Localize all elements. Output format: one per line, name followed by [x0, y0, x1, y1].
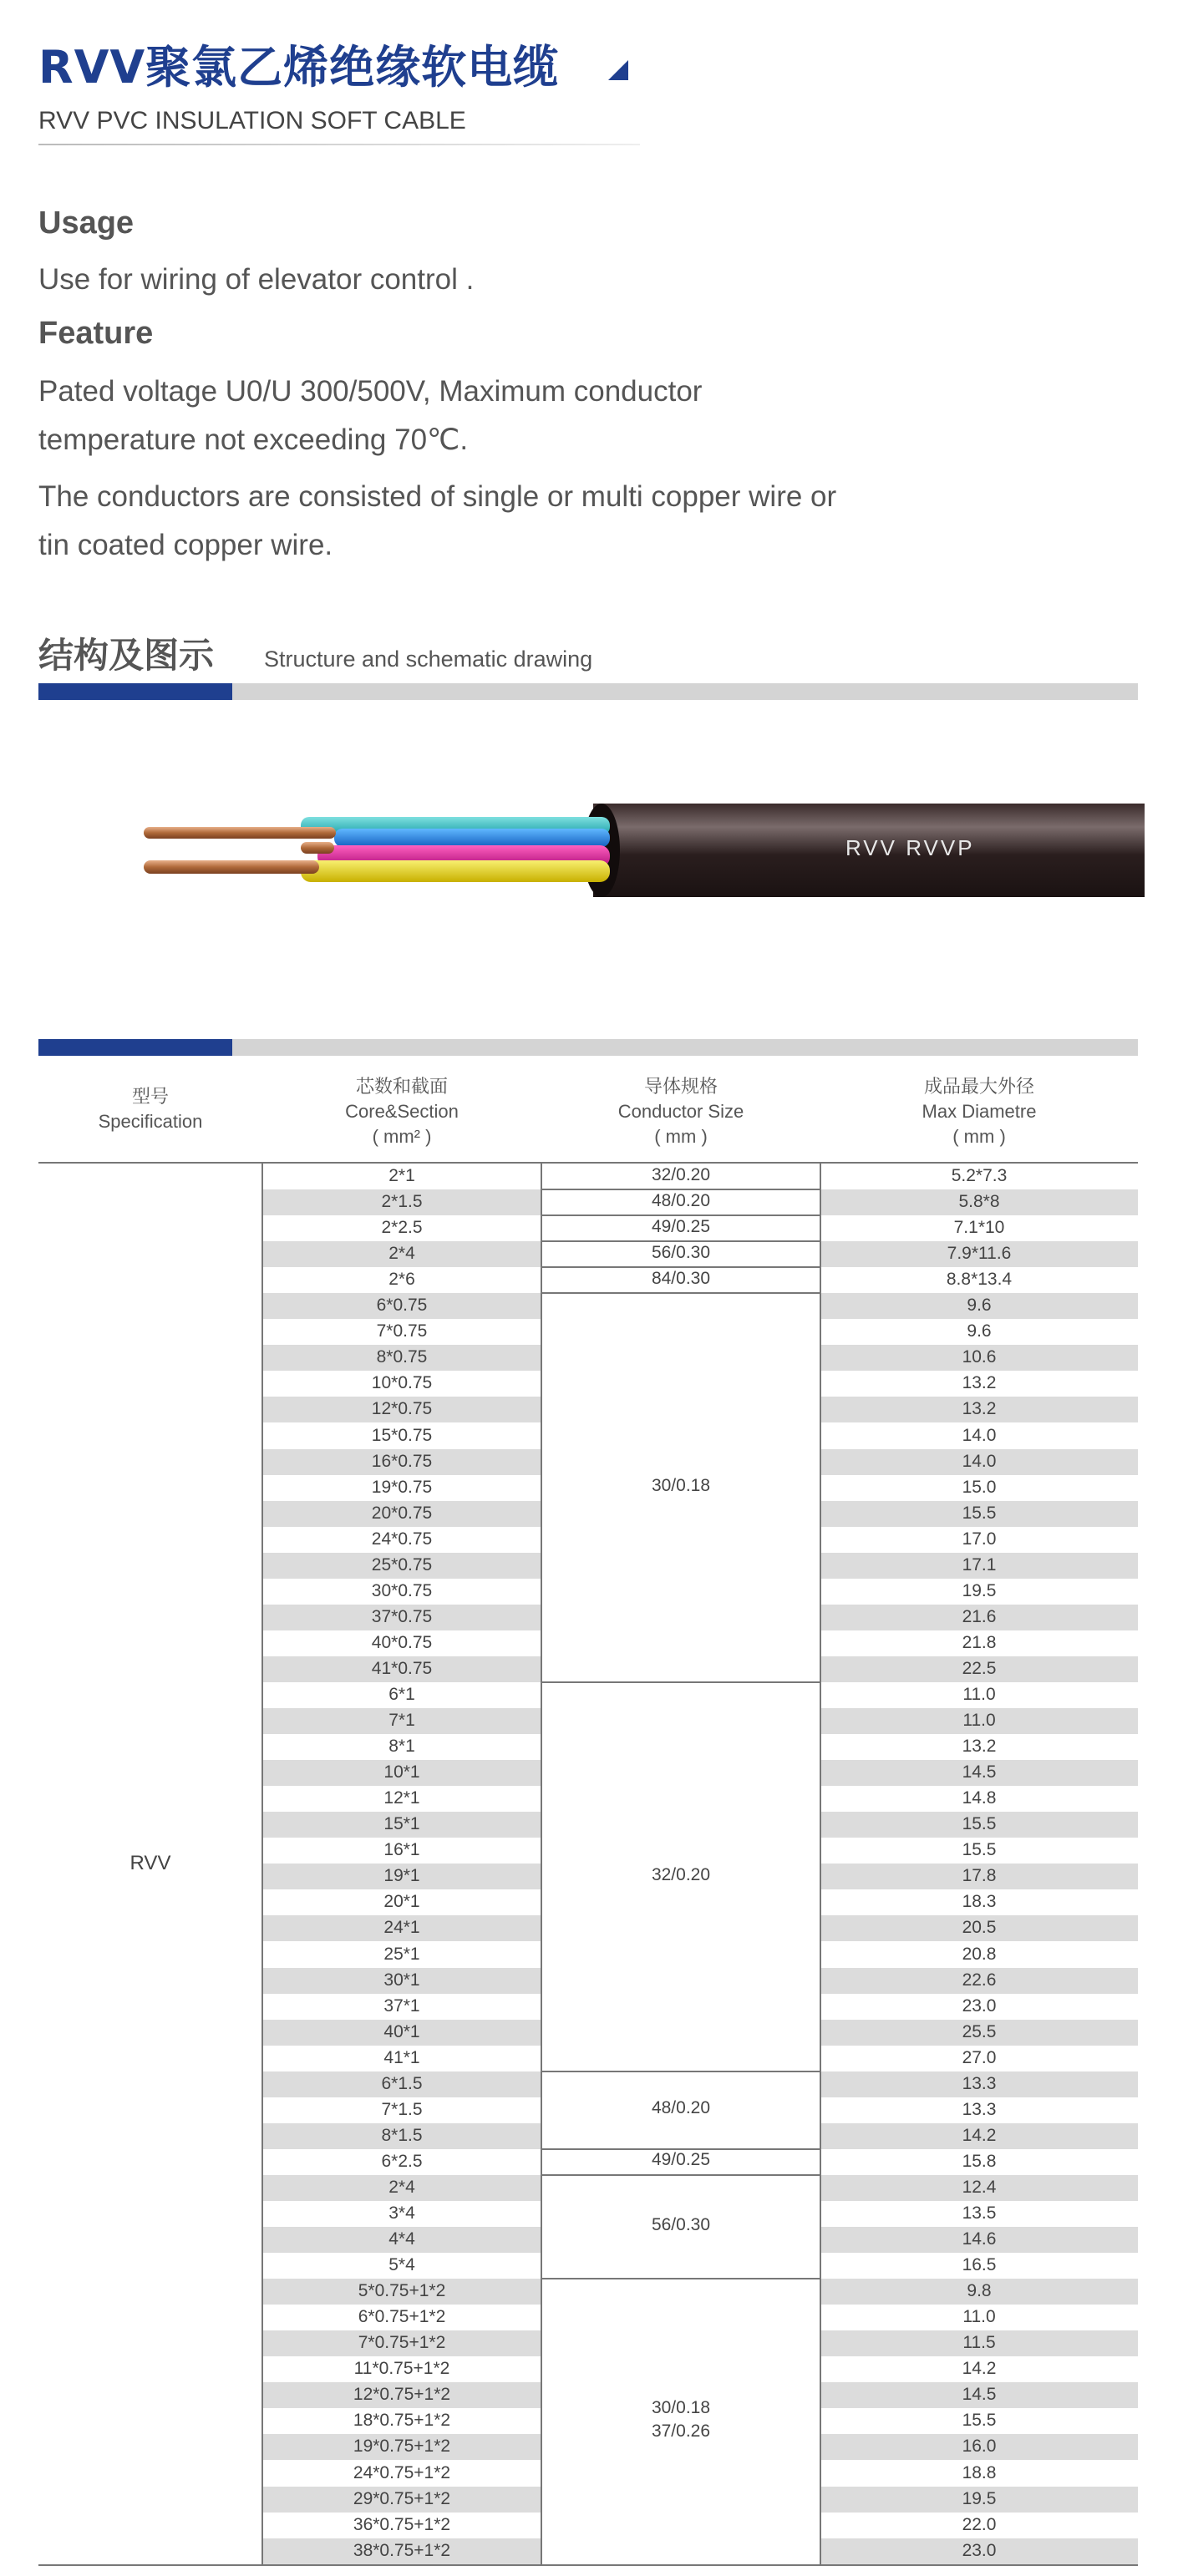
col-divider [541, 1164, 542, 2564]
header-cond-en: Conductor Size [617, 1101, 744, 1122]
core-section-cell: 24*0.75 [371, 1529, 433, 1549]
conductor-size-cell: 48/0.20 [651, 2098, 711, 2118]
max-diameter-cell: 5.2*7.3 [951, 1166, 1008, 1185]
core-section-cell: 6*0.75+1*2 [358, 2307, 446, 2327]
core-section-cell: 20*0.75 [371, 1503, 433, 1523]
group-divider [541, 1189, 820, 1190]
max-diameter-cell: 11.0 [962, 1711, 996, 1731]
core-section-cell: 8*1.5 [381, 2125, 423, 2145]
core-section-cell: 12*0.75+1*2 [353, 2385, 451, 2405]
core-section-cell: 40*0.75 [371, 1632, 433, 1652]
core-section-cell: 10*0.75 [371, 1373, 433, 1393]
max-diameter-cell: 17.0 [962, 1529, 997, 1549]
core-section-cell: 18*0.75+1*2 [353, 2411, 451, 2431]
conductor-size-cell: 32/0.20 [651, 1164, 711, 1184]
max-diameter-cell: 23.0 [962, 1995, 997, 2016]
max-diameter-cell: 21.8 [962, 1632, 997, 1652]
feature-line-3: The conductors are consisted of single or multi copper wire or [38, 480, 837, 513]
max-diameter-cell: 12.4 [962, 2177, 997, 2197]
usage-heading: Usage [38, 205, 135, 241]
core-section-cell: 19*0.75+1*2 [353, 2437, 451, 2457]
core-section-cell: 40*1 [383, 2021, 420, 2041]
max-diameter-cell: 13.3 [962, 2073, 997, 2093]
max-diameter-cell: 18.8 [962, 2462, 997, 2482]
conductor-size-cell: 56/0.30 [651, 2215, 711, 2235]
core-section-cell: 41*0.75 [371, 1658, 433, 1678]
conductor-size-cell: 49/0.25 [651, 2150, 711, 2170]
max-diameter-cell: 9.6 [967, 1296, 992, 1316]
max-diameter-cell: 22.6 [962, 1970, 997, 1990]
group-divider [541, 2071, 820, 2072]
group-divider [541, 2148, 820, 2150]
max-diameter-cell: 16.0 [962, 2437, 997, 2457]
max-diameter-cell: 14.0 [962, 1451, 997, 1471]
max-diameter-cell: 9.6 [967, 1321, 992, 1341]
max-diameter-cell: 14.8 [962, 1788, 997, 1808]
header-cond-unit: ( mm ) [654, 1126, 708, 1147]
max-diameter-cell: 14.2 [962, 2359, 997, 2379]
max-diameter-cell: 15.5 [962, 1840, 997, 1860]
max-diameter-cell: 10.6 [962, 1347, 997, 1367]
max-diameter-cell: 13.2 [962, 1737, 997, 1757]
max-diameter-cell: 19.5 [962, 1580, 997, 1600]
core-section-cell: 8*1 [388, 1737, 415, 1757]
header-cond-cn: 导体规格 [643, 1076, 718, 1097]
cable-label: RVV RVVP [845, 835, 975, 860]
group-divider [541, 2278, 820, 2279]
col-divider [261, 1164, 263, 2564]
max-diameter-cell: 14.5 [962, 1762, 997, 1782]
copper-strand-bottom [144, 860, 319, 874]
max-diameter-cell: 18.3 [962, 1892, 997, 1912]
conductor-size-cell: 56/0.30 [651, 1242, 711, 1262]
max-diameter-cell: 22.0 [962, 2514, 997, 2534]
max-diameter-cell: 15.5 [962, 2411, 997, 2431]
table-bar-accent [38, 1039, 232, 1056]
table-bar [232, 1039, 1138, 1056]
core-section-cell: 19*0.75 [371, 1477, 433, 1497]
core-section-cell: 8*0.75 [376, 1347, 428, 1367]
title-divider [38, 144, 640, 145]
cable-illustration [134, 785, 1145, 919]
core-section-cell: 6*2.5 [381, 2151, 423, 2171]
group-divider [541, 1240, 820, 1242]
max-diameter-cell: 9.8 [967, 2281, 992, 2301]
max-diameter-cell: 11.5 [962, 2333, 996, 2353]
feature-heading: Feature [38, 316, 154, 351]
conductor-size-cell: 37/0.26 [651, 2421, 711, 2441]
core-section-cell: 2*1.5 [381, 1192, 423, 1212]
max-diameter-cell: 8.8*13.4 [946, 1270, 1013, 1290]
max-diameter-cell: 20.8 [962, 1944, 997, 1964]
core-section-cell: 15*0.75 [371, 1425, 433, 1445]
page-subtitle: RVV PVC INSULATION SOFT CABLE [38, 107, 466, 134]
core-section-cell: 16*0.75 [371, 1451, 433, 1471]
core-section-cell: 5*4 [388, 2255, 415, 2275]
core-section-cell: 37*1 [383, 1995, 420, 2016]
conductor-size-cell: 48/0.20 [651, 1190, 711, 1210]
usage-text: Use for wiring of elevator control . [38, 263, 475, 296]
core-section-cell: 2*2.5 [381, 1218, 423, 1238]
header-specification [38, 1084, 262, 1134]
core-section-cell: 30*0.75 [371, 1580, 433, 1600]
group-divider [541, 1214, 820, 1216]
max-diameter-cell: 5.8*8 [958, 1192, 1000, 1212]
conductor-size-cell: 84/0.30 [651, 1268, 711, 1288]
header-diam-cn: 成品最大外径 [923, 1076, 1034, 1097]
core-section-cell: 24*1 [383, 1918, 420, 1938]
core-section-cell: 37*0.75 [371, 1606, 433, 1626]
conductor-size-cell: 32/0.20 [651, 1864, 711, 1884]
group-divider [541, 1681, 820, 1683]
core-section-cell: 2*4 [388, 2177, 415, 2197]
header-bottom-line [38, 1162, 1138, 1164]
core-section-cell: 7*0.75 [376, 1321, 428, 1341]
core-section-cell: 4*4 [388, 2229, 415, 2249]
core-section-cell: 38*0.75+1*2 [353, 2540, 451, 2560]
max-diameter-cell: 21.6 [962, 1606, 997, 1626]
max-diameter-cell: 27.0 [962, 2047, 997, 2067]
section-bar [232, 683, 1138, 700]
max-diameter-cell: 14.5 [962, 2385, 997, 2405]
core-section-cell: 6*1 [388, 1685, 415, 1704]
header-core-en: Core&Section [345, 1101, 459, 1122]
max-diameter-cell: 13.2 [962, 1373, 997, 1393]
max-diameter-cell: 14.6 [962, 2229, 997, 2249]
wire-yellow [301, 860, 610, 882]
core-section-cell: 41*1 [383, 2047, 420, 2067]
max-diameter-cell: 16.5 [962, 2255, 997, 2275]
max-diameter-cell: 15.8 [962, 2151, 997, 2171]
max-diameter-cell: 11.0 [962, 2307, 996, 2327]
conductor-size-cell: 30/0.18 [651, 1476, 711, 1496]
max-diameter-cell: 25.5 [962, 2021, 997, 2041]
core-section-cell: 19*1 [383, 1866, 420, 1886]
header-max-diameter [820, 1074, 1138, 1149]
core-section-cell: 2*4 [388, 1244, 415, 1264]
core-section-cell: 7*1 [388, 1711, 415, 1731]
page-title: RVV聚氯乙烯绝缘软电缆 [38, 41, 560, 94]
max-diameter-cell: 14.2 [962, 2125, 997, 2145]
core-section-cell: 29*0.75+1*2 [353, 2488, 451, 2508]
max-diameter-cell: 13.5 [962, 2203, 997, 2223]
core-section-cell: 6*0.75 [376, 1296, 428, 1316]
feature-line-1: Pated voltage U0/U 300/500V, Maximum conductor [38, 375, 703, 408]
header-conductor-size [541, 1074, 820, 1149]
feature-line-2: temperature not exceeding 70℃. [38, 423, 469, 456]
max-diameter-cell: 19.5 [962, 2488, 997, 2508]
header-spec-cn: 型号 [131, 1086, 169, 1107]
core-section-cell: 20*1 [383, 1892, 420, 1912]
core-section-cell: 16*1 [383, 1840, 420, 1860]
core-section-cell: 11*0.75+1*2 [353, 2359, 450, 2379]
conductor-size-cell: 30/0.18 [651, 2397, 711, 2417]
group-divider [541, 1266, 820, 1268]
core-section-cell: 12*1 [383, 1788, 420, 1808]
title-triangle-icon [608, 60, 628, 80]
max-diameter-cell: 22.5 [962, 1658, 997, 1678]
core-section-cell: 36*0.75+1*2 [353, 2514, 451, 2534]
copper-strand-mid [301, 842, 334, 854]
conductor-size-cell: 49/0.25 [651, 1216, 711, 1236]
header-spec-en: Specification [98, 1111, 203, 1132]
group-divider [541, 1292, 820, 1294]
table-bottom-line [38, 2564, 1138, 2566]
header-core-section [262, 1074, 541, 1149]
section-bar-accent [38, 683, 232, 700]
max-diameter-cell: 15.0 [962, 1477, 997, 1497]
core-section-cell: 6*1.5 [381, 2073, 423, 2093]
header-diam-en: Max Diametre [922, 1101, 1037, 1122]
model-cell: RVV [129, 1852, 171, 1875]
core-section-cell: 5*0.75+1*2 [358, 2281, 446, 2301]
core-section-cell: 7*0.75+1*2 [358, 2333, 446, 2353]
header-core-unit: ( mm² ) [372, 1126, 432, 1147]
group-divider [541, 2174, 820, 2176]
max-diameter-cell: 17.1 [962, 1554, 997, 1575]
core-section-cell: 12*0.75 [371, 1399, 433, 1419]
max-diameter-cell: 7.9*11.6 [947, 1244, 1012, 1264]
core-section-cell: 30*1 [383, 1970, 420, 1990]
max-diameter-cell: 23.0 [962, 2540, 997, 2560]
max-diameter-cell: 13.2 [962, 1399, 997, 1419]
section-subtitle: Structure and schematic drawing [264, 647, 593, 672]
max-diameter-cell: 14.0 [962, 1425, 997, 1445]
core-section-cell: 15*1 [383, 1814, 420, 1834]
core-section-cell: 3*4 [388, 2203, 415, 2223]
core-section-cell: 10*1 [383, 1762, 420, 1782]
max-diameter-cell: 15.5 [962, 1503, 997, 1523]
copper-strand-top [144, 827, 336, 839]
wire-blue [334, 829, 610, 847]
core-section-cell: 2*1 [388, 1166, 415, 1185]
max-diameter-cell: 7.1*10 [953, 1218, 1005, 1238]
col-divider [820, 1164, 821, 2564]
max-diameter-cell: 17.8 [962, 1866, 997, 1886]
core-section-cell: 2*6 [388, 1270, 415, 1290]
core-section-cell: 25*1 [383, 1944, 420, 1964]
max-diameter-cell: 20.5 [962, 1918, 997, 1938]
core-section-cell: 24*0.75+1*2 [353, 2462, 451, 2482]
core-section-cell: 7*1.5 [381, 2099, 423, 2119]
header-diam-unit: ( mm ) [952, 1126, 1006, 1147]
max-diameter-cell: 13.3 [962, 2099, 997, 2119]
feature-line-4: tin coated copper wire. [38, 529, 333, 561]
max-diameter-cell: 11.0 [962, 1685, 996, 1704]
core-section-cell: 25*0.75 [371, 1554, 433, 1575]
max-diameter-cell: 15.5 [962, 1814, 997, 1834]
header-core-cn: 芯数和截面 [355, 1076, 448, 1097]
section-title: 结构及图示 [38, 635, 215, 676]
